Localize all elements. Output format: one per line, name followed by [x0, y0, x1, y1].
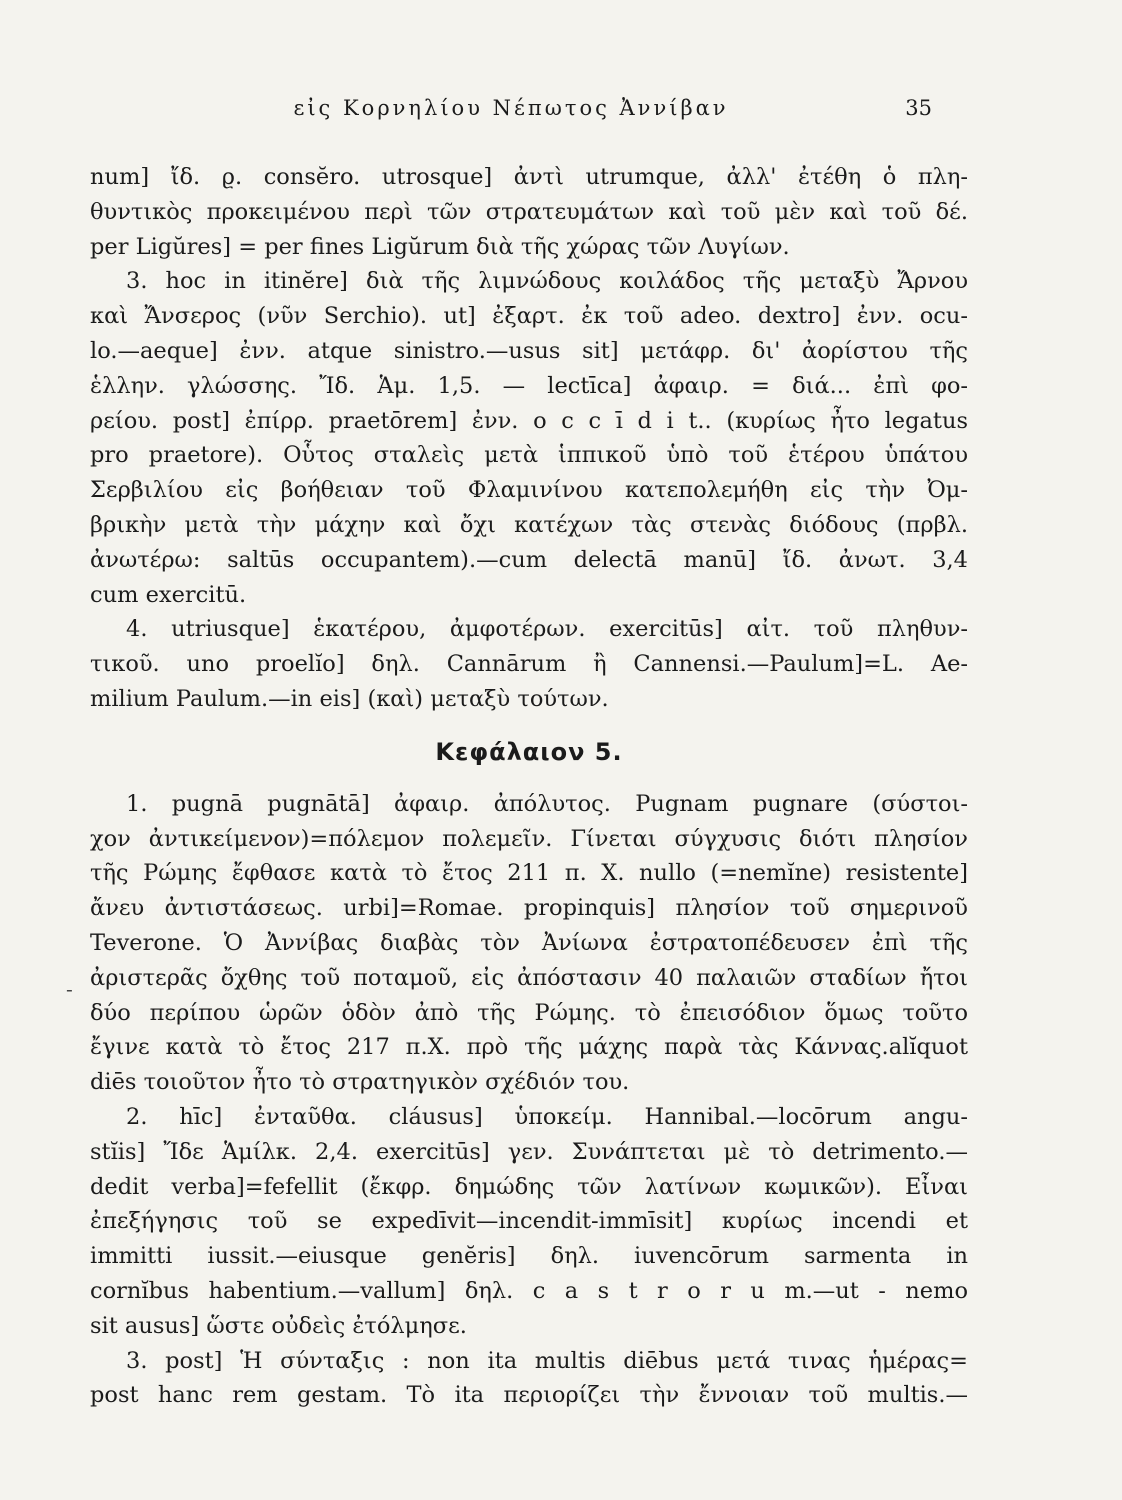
text-line: per Ligŭres] = per fines Ligŭrum διὰ τῆς χώρας τῶν Λυγίων. [90, 233, 790, 260]
text-line: ἀριστερᾶς ὄχθης τοῦ ποταμοῦ, εἰς ἀπόστασιν 40 παλαιῶν σταδίων ἤτοι [90, 964, 968, 991]
commentary-text [90, 160, 968, 1413]
text-line: 4. utriusque] ἑκατέρου, ἀμφοτέρων. exercitūs] αἰτ. τοῦ πληθυν- [126, 616, 968, 643]
text-line: 2. hīc] ἐνταῦθα. cláusus] ὑποκείμ. Hannibal.—locōrum angu- [126, 1103, 968, 1130]
text-line: ἄνευ ἀντιστάσεως. urbi]=Romae. propinquis] πλησίον τοῦ σημερινοῦ [90, 895, 968, 922]
text-line: dedit verba]=fefellit (ἔκφρ. δημώδης τῶν λατίνων κωμικῶν). Εἶναι [90, 1173, 968, 1200]
text-line: 3. post] Ἡ σύνταξις : non ita multis diēbus μετά τινας ἡμέρας= [126, 1347, 968, 1374]
margin-mark: - [66, 977, 73, 1001]
text-line: ρείου. post] ἐπίρρ. praetōrem] ἐνν. o c c ī d i t.. (κυρίως ἦτο legatus [90, 407, 968, 434]
text-line: βρικὴν μετὰ τὴν μάχην καὶ ὄχι κατέχων τὰς στενὰς διόδους (πρβλ. [90, 511, 968, 538]
text-line: ἑλλην. γλώσσης. Ἴδ. Ἁμ. 1,5. — lectīca] ἀφαιρ. = διά... ἐπὶ φο- [90, 372, 968, 399]
text-line: ἔγινε κατὰ τὸ ἔτος 217 π.Χ. πρὸ τῆς μάχης παρὰ τὰς Κάννας.alĭquot [90, 1034, 968, 1061]
text-line: 1. pugnā pugnātā] ἀφαιρ. ἀπόλυτος. Pugnam pugnare (σύστοι- [126, 790, 968, 817]
running-head [90, 96, 932, 126]
running-title: εἰς Κορνηλίου Νέπωτος Ἀννίβαν [293, 96, 729, 120]
text-line: stĭis] Ἴδε Ἁμίλκ. 2,4. exercitūs] γεν. Συνάπτεται μὲ τὸ detrimento.— [90, 1138, 968, 1165]
text-line: lo.—aeque] ἐνν. atque sinistro.—usus sit] μετάφρ. δι' ἀορίστου τῆς [90, 337, 968, 364]
text-line: Teverone. Ὁ Ἀννίβας διαβὰς τὸν Ἀνίωνα ἐστρατοπέδευσεν ἐπὶ τῆς [90, 929, 968, 956]
text-line: Σερβιλίου εἰς βοήθειαν τοῦ Φλαμινίνου κατεπολεμήθη εἰς τὴν Ὀμ- [90, 477, 968, 504]
text-line: post hanc rem gestam. Τὸ ita περιορίζει τὴν ἔννοιαν τοῦ multis.— [90, 1382, 968, 1409]
text-line: pro praetore). Οὗτος σταλεὶς μετὰ ἱππικοῦ ὑπὸ τοῦ ἑτέρου ὑπάτου [90, 442, 968, 469]
text-line: diēs τοιοῦτον ἦτο τὸ στρατηγικὸν σχέδιόν του. [90, 1069, 630, 1096]
text-line: milium Paulum.—in eis] (καὶ) μεταξὺ τούτων. [90, 685, 609, 712]
text-line: τικοῦ. uno proelĭo] δηλ. Cannārum ἢ Cannensi.—Paulum]=L. Ae- [90, 651, 968, 678]
text-line: ἐπεξήγησις τοῦ se expedīvit—incendit-immīsit] κυρίως incendi et [90, 1208, 968, 1235]
text-line: cornĭbus habentium.—vallum] δηλ. c a s t r o r u m.—ut - nemo [90, 1277, 968, 1304]
text-line: immitti iussit.—eiusque genĕris] δηλ. iuvencōrum sarmenta in [90, 1243, 968, 1270]
text-line: τῆς Ρώμης ἔφθασε κατὰ τὸ ἔτος 211 π. Χ. nullo (=nemĭne) resistente] [90, 860, 968, 887]
text-line: 3. hoc in itinĕre] διὰ τῆς λιμνώδους κοιλάδος τῆς μεταξὺ Ἄρνου [126, 268, 968, 295]
text-line: καὶ Ἄνσερος (νῦν Serchio). ut] ἐξαρτ. ἐκ τοῦ adeo. dextro] ἐνν. ocu- [90, 303, 968, 330]
text-line: cum exercitū. [90, 581, 247, 608]
text-line: ἀνωτέρω: saltūs occupantem).—cum delectā manū] ἴδ. ἀνωτ. 3,4 [90, 546, 968, 573]
text-line: sit ausus] ὥστε οὐδεὶς ἐτόλμησε. [90, 1312, 467, 1339]
text-line: χον ἀντικείμενον)=πόλεμον πολεμεῖν. Γίνεται σύγχυσις διότι πλησίον [90, 825, 968, 852]
text-line: θυντικὸς προκειμένου περὶ τῶν στρατευμάτων καὶ τοῦ μὲν καὶ τοῦ δέ. [90, 198, 968, 225]
text-line: δύο περίπου ὡρῶν ὁδὸν ἀπὸ τῆς Ρώμης. τὸ ἐπεισόδιον ὅμως τοῦτο [90, 999, 968, 1026]
text-line: num] ἴδ. ϱ. consĕro. utrosque] ἀντὶ utrumque, ἀλλ' ἐτέθη ὁ πλη- [90, 164, 968, 190]
chapter-heading: Κεφάλαιον 5. [435, 737, 623, 766]
page-number: 35 [905, 96, 932, 120]
